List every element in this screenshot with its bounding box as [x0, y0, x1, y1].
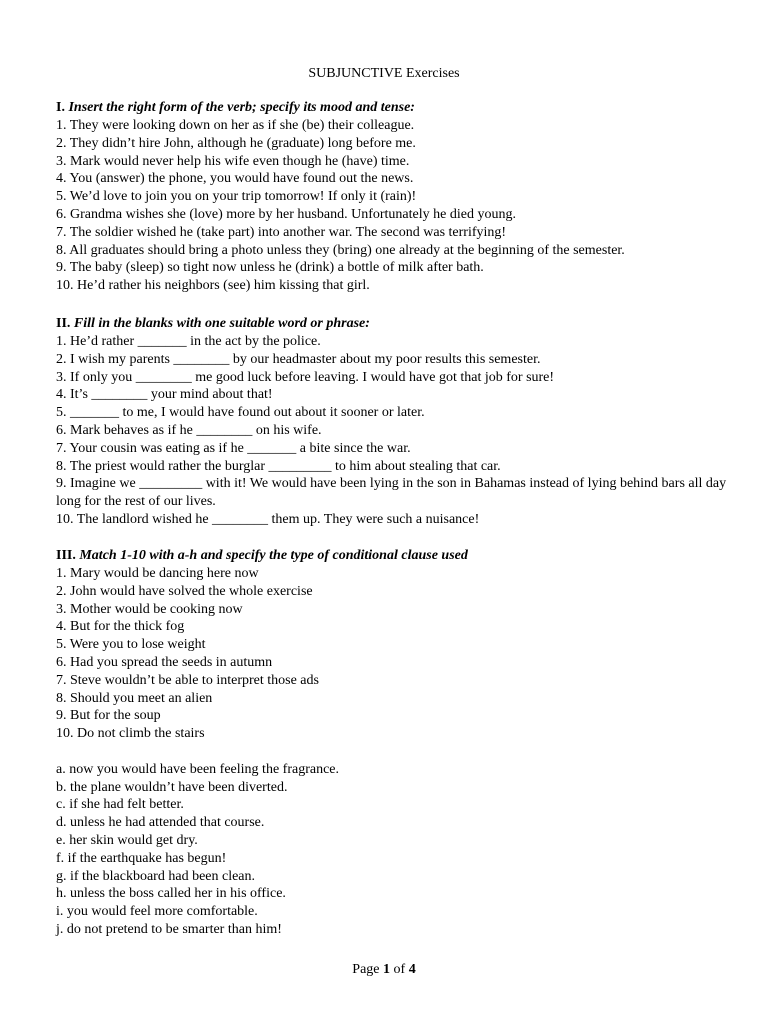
- list-item: 10. The landlord wished he ________ them up. They were such a nuisance!: [56, 511, 480, 527]
- list-item: 1. He’d rather _______ in the act by the police.: [56, 334, 321, 349]
- section-2-instruction: Fill in the blanks with one suitable word or phrase:: [73, 316, 370, 331]
- answer-item: d. unless he had attended that course.: [56, 815, 265, 831]
- list-item: 3. Mother would be cooking now: [56, 601, 243, 617]
- list-item: 5. We’d love to join you on your trip tomorrow! If only it (rain)!: [56, 189, 417, 205]
- list-item: 5. Were you to lose weight: [56, 637, 206, 653]
- list-item: 2. John would have solved the whole exercise: [56, 583, 313, 599]
- page-label: Page: [352, 962, 380, 977]
- answer-item: a. now you would have been feeling the fragrance.: [56, 761, 339, 777]
- page-total: 4: [408, 962, 416, 977]
- page-number: 1: [383, 962, 391, 977]
- list-item: 2. I wish my parents ________ by our headmaster about my poor results this semester.: [56, 351, 541, 367]
- list-item: 4. But for the thick fog: [56, 619, 185, 635]
- section-2-heading: [56, 315, 736, 333]
- answer-item: c. if she had felt better.: [56, 797, 184, 813]
- answer-item: b. the plane wouldn’t have been diverted.: [56, 779, 288, 795]
- answer-item: h. unless the boss called her in his office.: [56, 886, 286, 902]
- list-item: 1. Mary would be dancing here now: [56, 566, 259, 581]
- list-item: 2. They didn’t hire John, although he (graduate) long before me.: [56, 135, 416, 151]
- list-item: 8. All graduates should bring a photo unless they (bring) one already at the beginning of the semester.: [56, 242, 625, 258]
- section-1-heading: [56, 99, 736, 117]
- list-item: 6. Had you spread the seeds in autumn: [56, 654, 273, 670]
- list-item: 8. The priest would rather the burglar _________ to him about stealing that car.: [56, 458, 501, 474]
- list-item: 4. You (answer) the phone, you would have found out the news.: [56, 171, 414, 187]
- list-item: 9. But for the soup: [56, 708, 161, 724]
- answer-item: j. do not pretend to be smarter than him!: [56, 921, 282, 937]
- list-item: 6. Mark behaves as if he ________ on his wife.: [56, 422, 322, 438]
- list-item: 7. Your cousin was eating as if he _______ a bite since the war.: [56, 440, 411, 456]
- answer-item: g. if the blackboard had been clean.: [56, 868, 256, 884]
- section-3-number: III.: [56, 548, 76, 563]
- list-item: 10. Do not climb the stairs: [56, 726, 205, 742]
- section-3: [56, 547, 736, 939]
- answer-item: e. her skin would get dry.: [56, 832, 198, 848]
- section-1: [56, 99, 736, 295]
- section-2-number: II.: [56, 316, 71, 331]
- list-item: 1. They were looking down on her as if she (be) their colleague.: [56, 118, 415, 133]
- page-footer: [0, 961, 768, 979]
- section-1-instruction: Insert the right form of the verb; specify its mood and tense:: [68, 100, 415, 115]
- section-1-number: I.: [56, 100, 65, 115]
- list-item: 3. Mark would never help his wife even though he (have) time.: [56, 153, 410, 169]
- section-3-heading: [56, 547, 736, 565]
- list-item: 10. He’d rather his neighbors (see) him kissing that girl.: [56, 278, 370, 294]
- section-3-instruction: Match 1-10 with a-h and specify the type of conditional clause used: [79, 548, 468, 563]
- list-item: 4. It’s ________ your mind about that!: [56, 387, 273, 403]
- spacer: [56, 743, 736, 761]
- list-item: 7. The soldier wished he (take part) into another war. The second was terrifying!: [56, 224, 507, 240]
- section-2: [56, 315, 736, 529]
- page-title: SUBJUNCTIVE Exercises: [308, 66, 460, 81]
- answer-item: i. you would feel more comfortable.: [56, 904, 258, 920]
- list-item: 8. Should you meet an alien: [56, 690, 213, 706]
- list-item: 3. If only you ________ me good luck before leaving. I would have got that job for sure!: [56, 369, 555, 385]
- list-item: 5. _______ to me, I would have found out about it sooner or later.: [56, 405, 425, 421]
- list-item: 7. Steve wouldn’t be able to interpret those ads: [56, 672, 319, 688]
- answer-item: f. if the earthquake has begun!: [56, 850, 227, 866]
- of-label: of: [393, 962, 406, 977]
- list-item: 6. Grandma wishes she (love) more by her husband. Unfortunately he died young.: [56, 206, 516, 222]
- list-item: 9. The baby (sleep) so tight now unless he (drink) a bottle of milk after bath.: [56, 260, 484, 276]
- list-item: 9. Imagine we _________ with it! We would have been lying in the son in Bahamas instead of lying behind bars all day long for the rest of our lives.: [56, 476, 727, 510]
